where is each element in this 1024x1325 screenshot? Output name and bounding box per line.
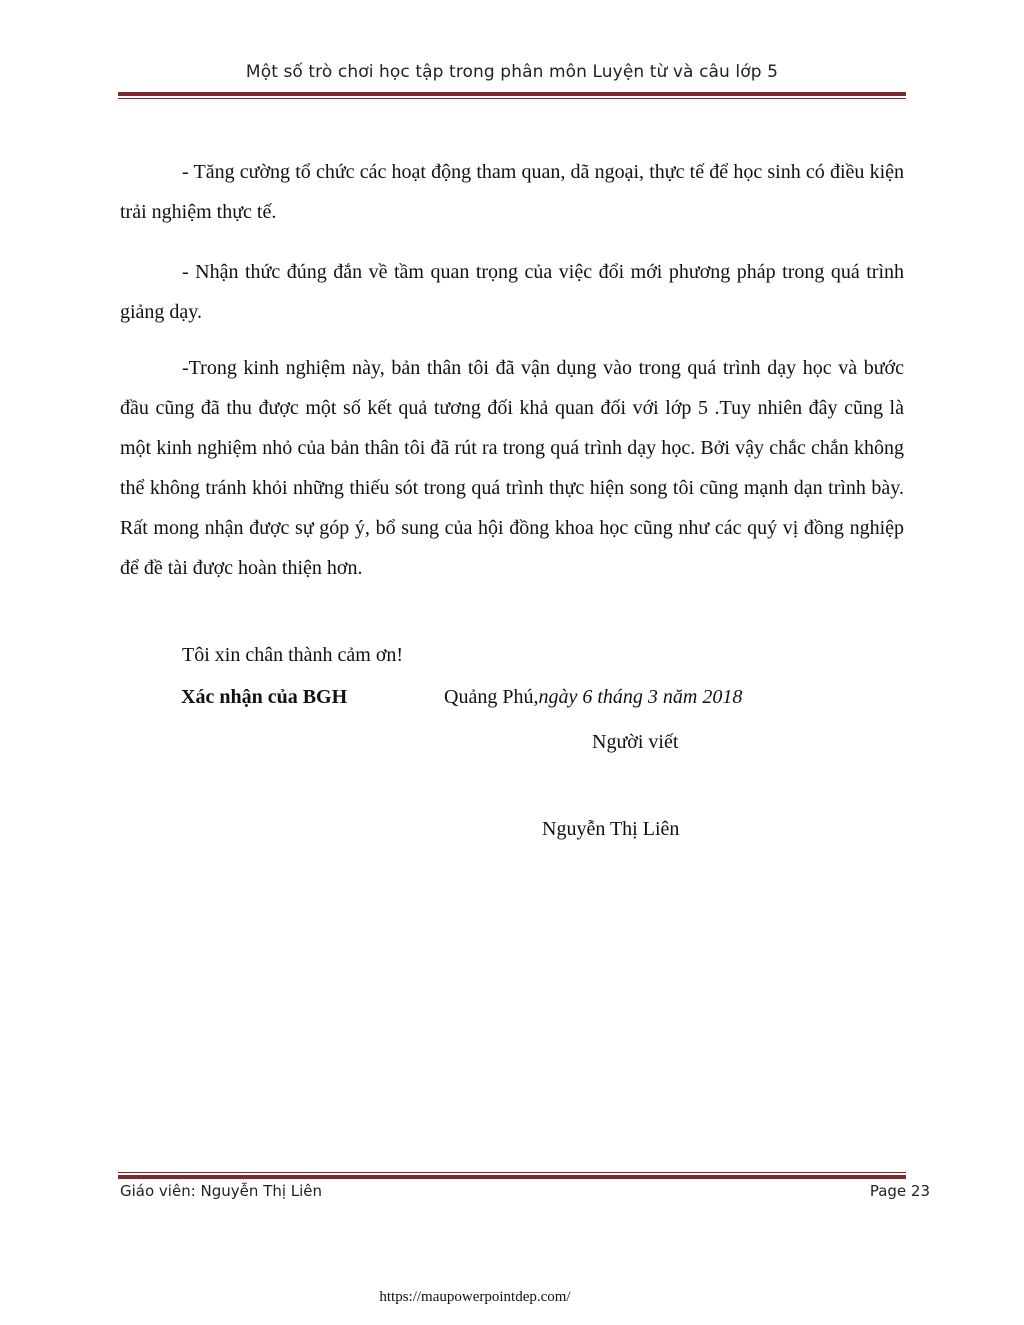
place-name: Quảng Phú, [444,686,539,708]
place-date-line [444,682,742,712]
paragraph-teaching-methods: - Nhận thức đúng đắn về tầm quan trọng của việc đổi mới phương pháp trong quá trình giảng dạy. [120,261,904,323]
signing-date: ngày 6 tháng 3 năm 2018 [538,686,743,708]
paragraph-experience-summary: -Trong kinh nghiệm này, bản thân tôi đã vận dụng vào trong quá trình dạy học và bước đầu cũng đã thu được một số kết quả tương đối khả quan đối với lớp 5 .Tuy nhiên đây cũng là một kinh nghiệm nhỏ của bản thân tôi đã rút ra trong quá trình dạy học. Bởi vậy chắc chắn không thể không tránh khỏi những thiếu sót trong quá trình thực hiện song tôi cũng mạnh dạn trình bày. Rất mong nhận được sự góp ý, bổ sung của hội đồng khoa học cũng như các quý vị đồng nghiệp để đề tài được hoàn thiện hơn. [120,357,904,579]
paragraph-field-trips: - Tăng cường tổ chức các hoạt động tham quan, dã ngoại, thực tế để học sinh có điều kiện trải nghiệm thực tế. [120,161,904,223]
thanks-line: Tôi xin chân thành cảm ơn! [182,644,404,666]
author-name: Nguyễn Thị Liên [542,818,680,840]
page-header-title: Một số trò chơi học tập trong phân môn Luyện từ và câu lớp 5 [245,62,779,82]
footer-teacher-name: Giáo viên: Nguyễn Thị Liên [120,1182,323,1200]
source-url[interactable]: https://maupowerpointdep.com/ [379,1289,571,1305]
header-rule [118,92,906,99]
footer-page-number: Page 23 [869,1182,930,1200]
principal-confirmation-label: Xác nhận của BGH [181,686,348,708]
writer-label: Người viết [592,731,679,753]
footer-rule [118,1172,906,1179]
